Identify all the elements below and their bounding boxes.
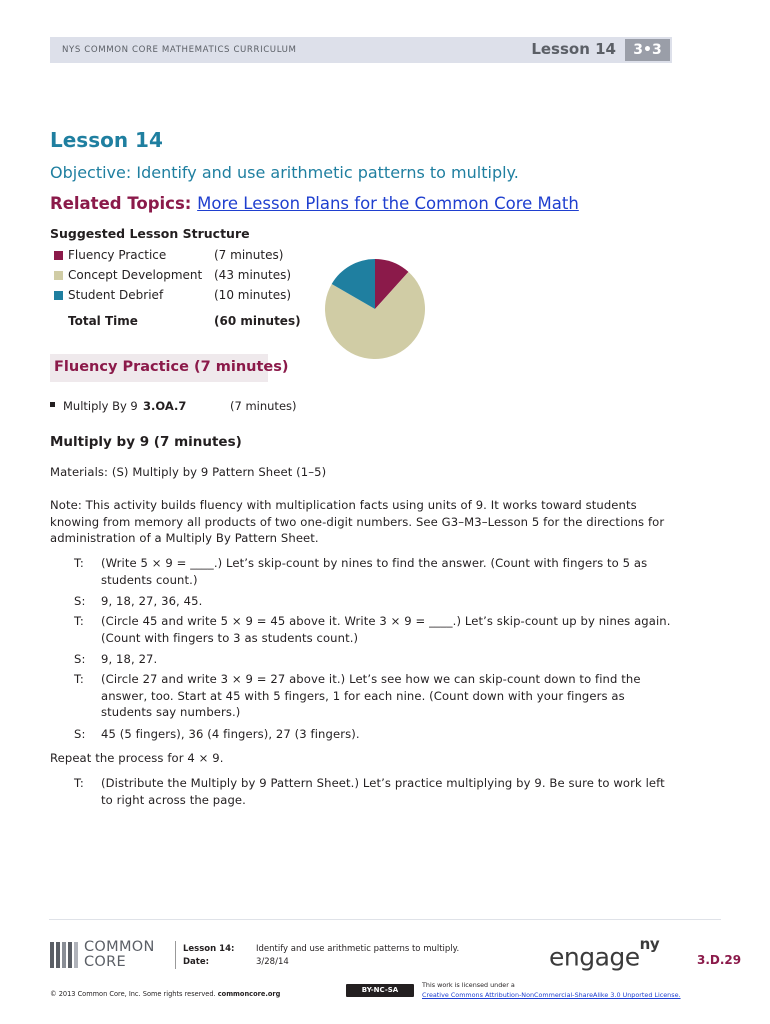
footer-date-value: 3/28/14 bbox=[256, 957, 289, 967]
structure-title: Suggested Lesson Structure bbox=[50, 226, 250, 241]
objective: Objective: Identify and use arithmetic patterns to multiply. bbox=[50, 163, 519, 182]
structure-row-minutes: (10 minutes) bbox=[214, 288, 292, 302]
brand-sup: ny bbox=[639, 935, 660, 953]
brand-text: engage bbox=[549, 942, 640, 972]
concept-swatch bbox=[54, 271, 63, 280]
total-time-label: Total Time bbox=[68, 314, 138, 328]
footer-lesson-value: Identify and use arithmetic patterns to multiply. bbox=[256, 944, 460, 954]
cc-license-badge: BY-NC-SA bbox=[346, 984, 414, 997]
fluency-swatch bbox=[54, 251, 63, 260]
utterance: (Circle 27 and write 3 × 9 = 27 above it.) Let’s see how we can skip-count down to find the answer, too. Start at 45 with 5 fingers, 1 for each nine. (Count down with your fingers as students say numbers.) bbox=[101, 672, 641, 719]
related-topics-label: Related Topics: bbox=[50, 194, 192, 213]
debrief-swatch bbox=[54, 291, 63, 300]
fluency-bullet bbox=[50, 399, 350, 415]
utterance: (Circle 45 and write 5 × 9 = 45 above it. Write 3 × 9 = ____.) Let’s skip-count up by nines again. (Count with fingers to 3 as students count.) bbox=[101, 614, 671, 645]
wordmark-line1: COMMON bbox=[84, 939, 155, 955]
bullet-minutes: (7 minutes) bbox=[230, 399, 297, 413]
page-header bbox=[50, 37, 672, 63]
engageny-logo bbox=[549, 935, 660, 972]
total-time-minutes: (60 minutes) bbox=[214, 314, 301, 328]
structure-row-label: Concept Development bbox=[68, 268, 203, 282]
curriculum-label: NYS COMMON CORE MATHEMATICS CURRICULUM bbox=[62, 45, 297, 55]
speaker: S: bbox=[74, 727, 86, 741]
related-topics-link[interactable]: More Lesson Plans for the Common Core Math bbox=[197, 194, 579, 213]
common-core-logo-icon bbox=[50, 942, 80, 968]
copyright-text: © 2013 Common Core, Inc. Some rights reserved. bbox=[50, 990, 216, 998]
common-core-wordmark bbox=[84, 940, 155, 970]
bullet-square-icon bbox=[50, 402, 55, 407]
activity-heading: Multiply by 9 (7 minutes) bbox=[50, 434, 242, 450]
footer-lesson-label: Lesson 14: bbox=[183, 944, 235, 954]
speaker: S: bbox=[74, 652, 86, 666]
module-badge: 3•3 bbox=[625, 39, 670, 61]
lesson-title: Lesson 14 bbox=[50, 128, 163, 152]
related-topics bbox=[50, 194, 579, 213]
structure-row-label: Student Debrief bbox=[68, 288, 164, 302]
fluency-heading: Fluency Practice (7 minutes) bbox=[54, 359, 289, 375]
speaker: T: bbox=[74, 672, 84, 686]
utterance: 45 (5 fingers), 36 (4 fingers), 27 (3 fingers). bbox=[101, 727, 360, 741]
wordmark-line2: CORE bbox=[84, 954, 126, 970]
repeat-instruction: Repeat the process for 4 × 9. bbox=[50, 751, 224, 765]
speaker: S: bbox=[74, 594, 86, 608]
utterance: 9, 18, 27. bbox=[101, 652, 158, 666]
speaker: T: bbox=[74, 556, 84, 570]
footer-divider bbox=[49, 919, 721, 920]
header-lesson: Lesson 14 bbox=[531, 40, 616, 58]
materials: Materials: (S) Multiply by 9 Pattern Sheet (1–5) bbox=[50, 465, 327, 479]
lesson-structure-pie bbox=[324, 258, 426, 360]
page-number: 3.D.29 bbox=[697, 953, 742, 967]
structure-row-minutes: (43 minutes) bbox=[214, 268, 292, 282]
license-link[interactable]: Creative Commons Attribution-NonCommercial-ShareAlike 3.0 Unported License. bbox=[422, 991, 681, 999]
speaker: T: bbox=[74, 776, 84, 790]
structure-row-minutes: (7 minutes) bbox=[214, 248, 284, 262]
copyright bbox=[50, 990, 280, 998]
note: Note: This activity builds fluency with multiplication facts using units of 9. It works toward students knowing from memory all products of two one-digit numbers. See G3–M3–Lesson 5 for the directions for administration of a Multiply By Pattern Sheet. bbox=[50, 498, 665, 545]
license-line: This work is licensed under a bbox=[422, 981, 515, 989]
utterance: (Distribute the Multiply by 9 Pattern Sheet.) Let’s practice multiplying by 9. Be sure to work left to right across the page. bbox=[101, 776, 665, 807]
footer-date-label: Date: bbox=[183, 957, 210, 967]
structure-row-label: Fluency Practice bbox=[68, 248, 167, 262]
bullet-standard: 3.OA.7 bbox=[143, 399, 187, 413]
utterance: 9, 18, 27, 36, 45. bbox=[101, 594, 203, 608]
bullet-label: Multiply By 9 bbox=[63, 399, 138, 413]
utterance: (Write 5 × 9 = ____.) Let’s skip-count by nines to find the answer. (Count with fingers to 5 as students count.) bbox=[101, 556, 648, 587]
copyright-site: commoncore.org bbox=[217, 990, 281, 998]
speaker: T: bbox=[74, 614, 84, 628]
footer-separator bbox=[175, 941, 176, 969]
